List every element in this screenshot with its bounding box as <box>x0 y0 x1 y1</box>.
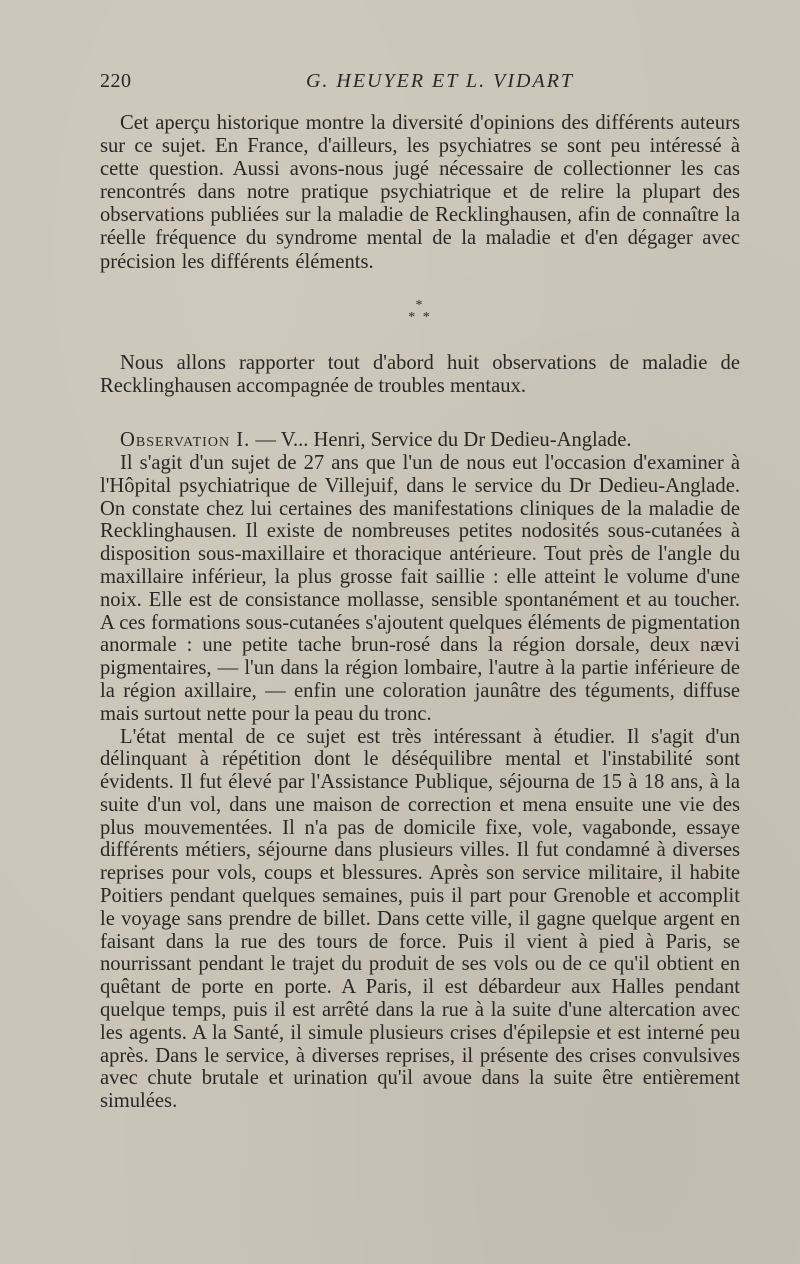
page-body <box>100 112 740 1113</box>
running-title: G. HEUYER ET L. VIDART <box>305 70 575 92</box>
asterism-top: * <box>415 297 425 313</box>
observation-subject: — V... Henri, Service du Dr Dedieu-Anglade. <box>250 428 632 451</box>
page-number: 220 <box>100 70 132 92</box>
asterism-divider <box>100 297 740 325</box>
observation-label: Observation I. <box>120 428 251 451</box>
paragraph-clinical-findings: Il s'agit d'un sujet de 27 ans que l'un de nous eut l'occasion d'examiner à l'Hôpital psychiatrique de Villejuif, dans le service du Dr Dedieu-Anglade. On constate chez lui certaines des manifestations cliniques de la maladie de Recklinghausen. Il existe de nombreuses petites nodosités sous-cutanées à disposition sous-maxillaire et thoracique antérieure. Tout près de l'angle du maxillaire inférieur, la plus grosse fait saillie : elle atteint le volume d'une noix. Elle est de consistance mollasse, sensible spontanément et au toucher. A ces formations sous-cutanées s'ajoutent quelques éléments de pigmentation anormale : une petite tache brun-rosé dans la région dorsale, deux nævi pigmentaires, — l'un dans la région lombaire, l'autre à la partie inférieure de la région axillaire, — enfin une coloration jaunâtre des téguments, diffuse mais surtout nette pour la peau du tronc. <box>100 451 740 725</box>
paragraph-intro-history: Cet aperçu historique montre la diversité d'opinions des différents auteurs sur ce sujet. En France, d'ailleurs, les psychiatres se sont peu intéressé à cette question. Aussi avons-nous jugé nécessaire de collectionner les cas rencontrés dans notre pratique psychiatrique et de relire la plupart des observations publiées sur la maladie de Recklinghausen, afin de connaître la réelle fréquence du syndrome mental de la maladie et d'en dégager avec précision les différents éléments. <box>100 112 740 273</box>
paragraph-mental-state: L'état mental de ce sujet est très intéressant à étudier. Il s'agit d'un délinquant à répétition dont le déséquilibre mental et l'instabilité sont évidents. Il fut élevé par l'Assistance Publique, séjourna de 15 à 18 ans, à la suite d'un vol, dans une maison de correction et mena ensuite une vie des plus mouvementées. Il n'a pas de domicile fixe, vole, vagabonde, essaye différents métiers, séjourne dans plusieurs villes. Il fut condamné à diverses reprises pour vols, coups et blessures. Après son service militaire, il habite Poitiers pendant quelques semaines, puis il part pour Grenoble et accomplit le voyage sans prendre de billet. Dans cette ville, il gagne quelque argent en faisant dans la rue des tours de force. Puis il vient à pied à Paris, se nourrissant pendant le trajet du produit de ses vols ou de ce qu'il obtient en quêtant de porte en porte. A Paris, il est débardeur aux Halles pendant quelque temps, puis il est arrêté dans la rue à la suite d'une altercation avec les agents. A la Santé, il simule plusieurs crises d'épilepsie et est interné peu après. Dans le service, à diverses reprises, il présente des crises convulsives avec chute brutale et urination qu'il avoue dans la suite être entièrement simulées. <box>100 725 740 1113</box>
asterism-bottom: * * <box>408 309 432 325</box>
page-header <box>100 70 740 98</box>
paragraph-observations-intro: Nous allons rapporter tout d'abord huit observations de maladie de Recklinghausen accompagnée de troubles mentaux. <box>100 351 740 397</box>
observation-heading <box>100 429 740 452</box>
